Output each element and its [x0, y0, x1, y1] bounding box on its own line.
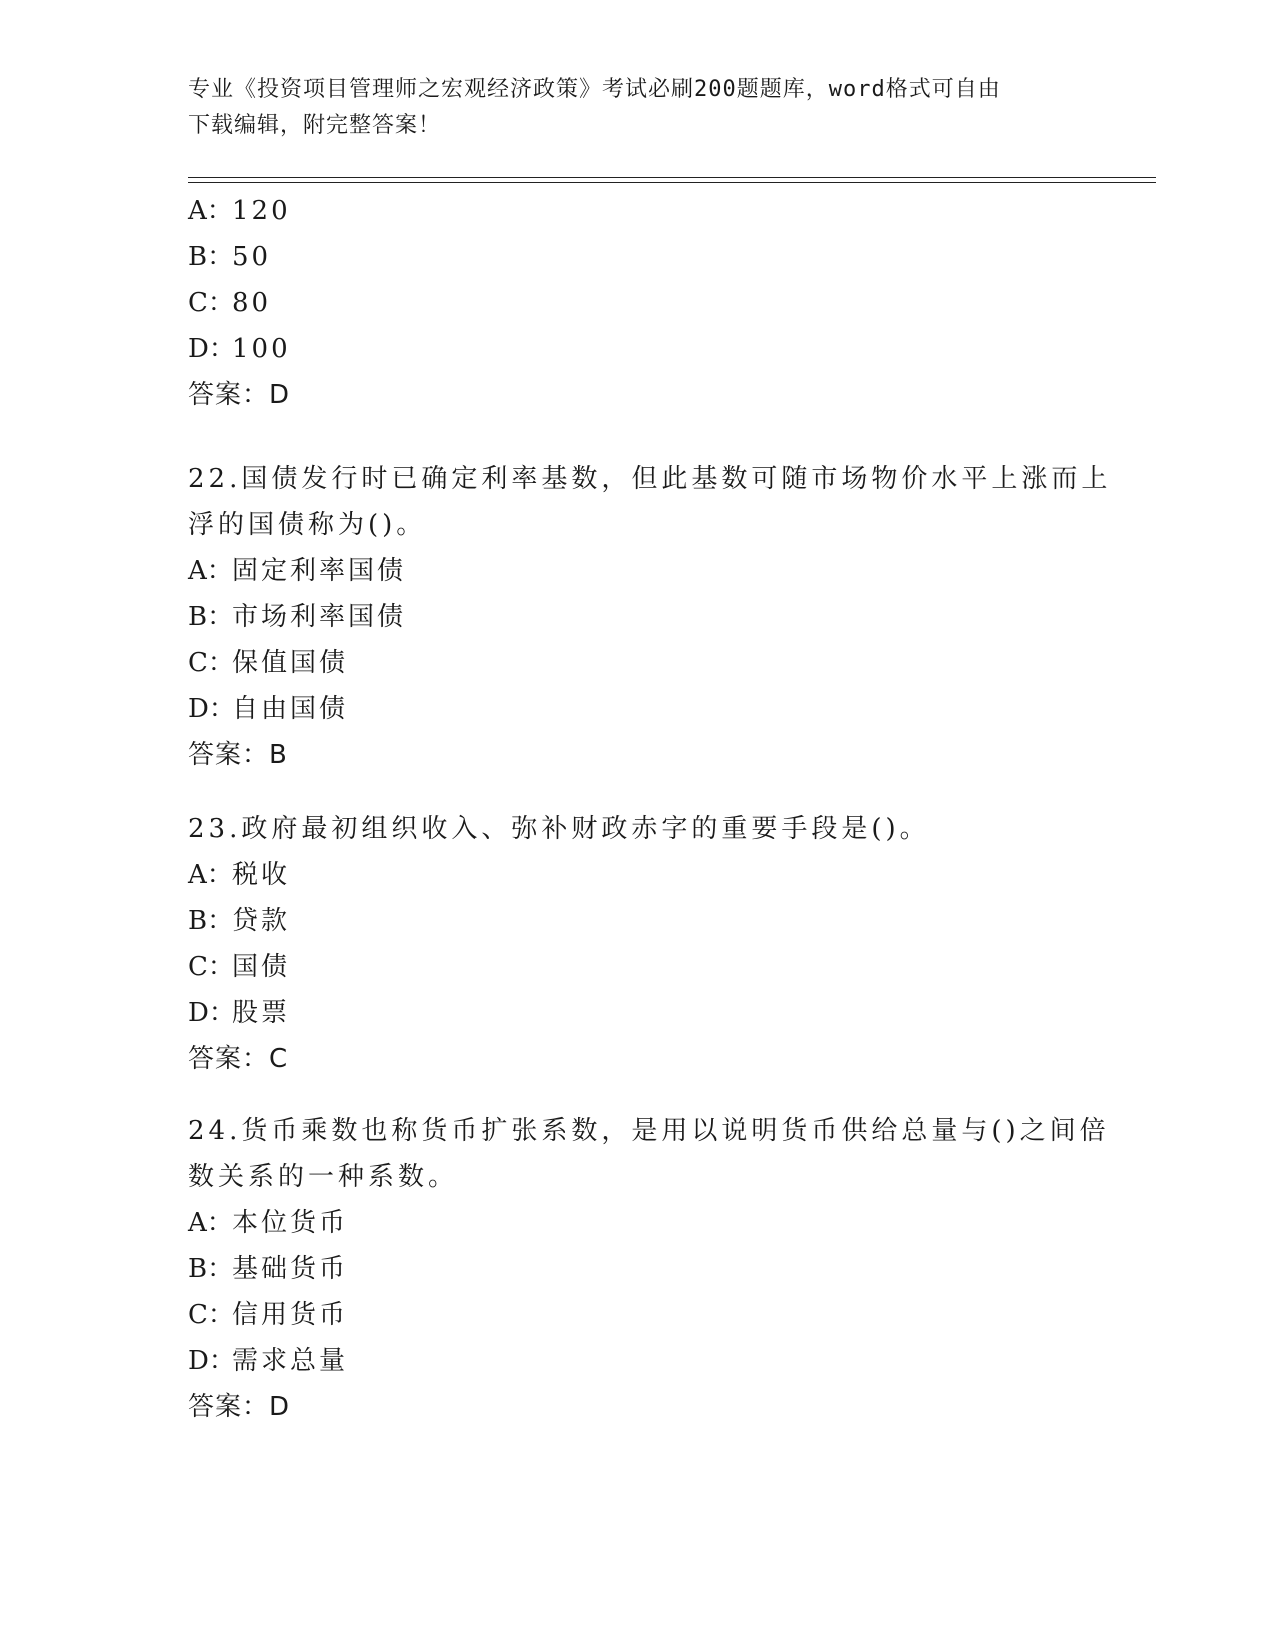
- option-a: A：固定利率国债: [188, 556, 407, 586]
- option-d: D：股票: [188, 998, 291, 1028]
- question-23: [188, 806, 1088, 1082]
- option-c: C：80: [188, 288, 272, 318]
- option-d: D：自由国债: [188, 694, 349, 724]
- option-c: C：保值国债: [188, 648, 349, 678]
- answer: 答案：B: [188, 740, 288, 770]
- question-text-line-2: 浮的国债称为()。: [188, 510, 427, 540]
- question-text-line-1: 24.货币乘数也称货币扩张系数，是用以说明货币供给总量与()之间倍: [188, 1116, 1110, 1146]
- question-text-line-1: 22.国债发行时已确定利率基数，但此基数可随市场物价水平上涨而上: [188, 464, 1112, 494]
- answer: 答案：D: [188, 380, 291, 410]
- question-24: [188, 1108, 1110, 1430]
- header-rule-bottom: [188, 182, 1156, 183]
- option-b: B：市场利率国债: [188, 602, 407, 632]
- header-line-2: 下载编辑，附完整答案！: [188, 113, 442, 138]
- header-rule-top: [188, 177, 1156, 178]
- answer: 答案：C: [188, 1044, 289, 1074]
- option-a: A：120: [188, 196, 291, 226]
- option-a: A：税收: [188, 860, 291, 890]
- option-c: C：国债: [188, 952, 291, 982]
- header-line-1: 专业《投资项目管理师之宏观经济政策》考试必刷200题题库，word格式可自由: [188, 77, 1001, 102]
- option-b: B：基础货币: [188, 1254, 349, 1284]
- question-text-line-1: 23.政府最初组织收入、弥补财政赤字的重要手段是()。: [188, 814, 930, 844]
- question-text-line-2: 数关系的一种系数。: [188, 1162, 459, 1192]
- answer: 答案：D: [188, 1392, 291, 1422]
- option-a: A：本位货币: [188, 1208, 349, 1238]
- question-21-tail: [188, 188, 1088, 418]
- option-b: B：贷款: [188, 906, 291, 936]
- option-c: C：信用货币: [188, 1300, 349, 1330]
- option-d: D：100: [188, 334, 291, 364]
- option-d: D：需求总量: [188, 1346, 349, 1376]
- document-header: [188, 72, 1068, 144]
- option-b: B：50: [188, 242, 272, 272]
- question-22: [188, 456, 1112, 778]
